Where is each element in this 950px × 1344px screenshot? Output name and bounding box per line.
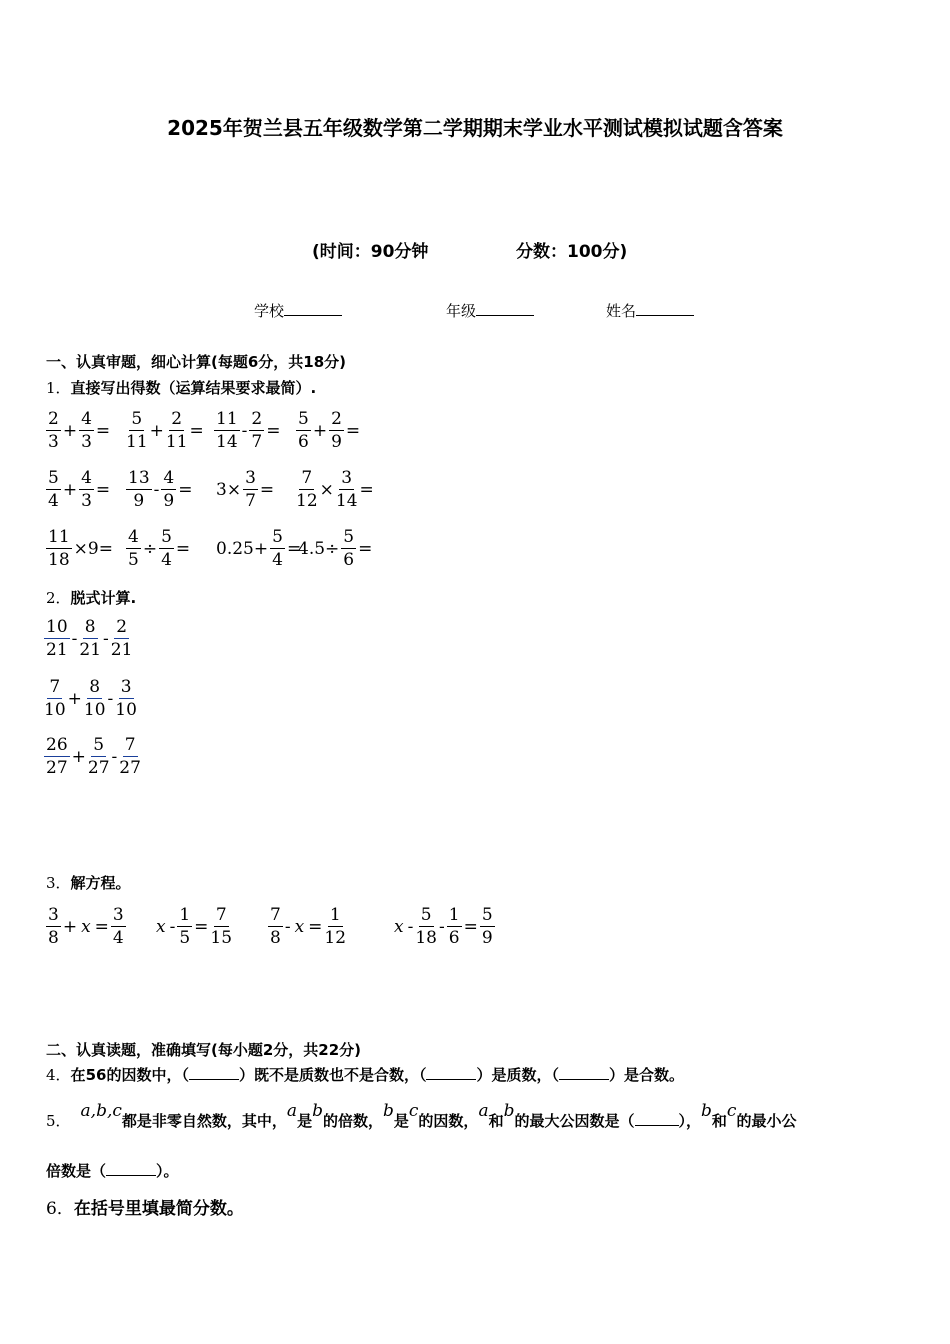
fraction <box>249 408 264 453</box>
operator: + <box>62 479 78 500</box>
operator: - <box>407 916 414 937</box>
section-2-heading: 二、认真读题，准确填写(每小题2分，共22分) <box>46 1041 362 1059</box>
fraction <box>119 734 141 779</box>
operator: = <box>345 420 361 441</box>
school-field <box>254 300 342 321</box>
numerator: 7 <box>301 468 313 488</box>
operator: - <box>71 628 78 649</box>
denominator: 3 <box>48 432 59 452</box>
fraction <box>46 467 61 512</box>
denominator: 21 <box>79 640 102 660</box>
exam-score: 分数：100分) <box>516 242 628 262</box>
fraction <box>44 734 70 779</box>
fraction <box>177 904 192 949</box>
operator: = <box>259 479 275 500</box>
denominator: 4 <box>48 491 59 511</box>
numerator: 8 <box>89 677 101 697</box>
numerator: 5 <box>161 527 172 547</box>
name-field <box>606 300 694 321</box>
fraction <box>341 526 356 571</box>
denominator: 6 <box>298 432 309 452</box>
fraction <box>44 616 70 661</box>
numerator: 5 <box>343 527 355 547</box>
numerator: 13 <box>128 468 150 488</box>
denominator: 5 <box>179 928 191 948</box>
numerator: 5 <box>131 409 143 429</box>
numerator: 2 <box>48 409 59 429</box>
operator: ÷ <box>142 538 158 559</box>
numerator: 5 <box>93 735 105 755</box>
operator: + <box>67 688 82 709</box>
denominator: 27 <box>46 758 68 778</box>
q5-continuation: 倍数是（ ）。 <box>46 1162 179 1180</box>
fraction <box>415 904 437 949</box>
q4-blank-3[interactable] <box>559 1066 609 1080</box>
numerator: 4 <box>163 468 175 488</box>
q4-blank-2[interactable] <box>426 1066 476 1080</box>
fraction <box>210 904 232 949</box>
operator: = <box>175 538 191 559</box>
fraction <box>46 408 61 453</box>
q2-item <box>44 676 137 721</box>
denominator: 5 <box>128 550 139 570</box>
numerator: 11 <box>48 527 70 547</box>
variable: x <box>156 916 166 937</box>
numerator: 11 <box>216 409 238 429</box>
operator: = <box>358 538 373 559</box>
operator: ×9= <box>73 538 113 559</box>
operator: = <box>308 916 323 937</box>
q5-question: 5． a,b,c都是非零自然数，其中，a是b的倍数，b是c的因数，a和b的最大公因数是（ ），b和c的最小公 <box>46 1101 797 1130</box>
numerator: 7 <box>270 905 281 925</box>
denominator: 11 <box>126 432 148 452</box>
fraction <box>88 734 110 779</box>
fraction <box>111 904 126 949</box>
denominator: 14 <box>216 432 238 452</box>
operator: + <box>71 746 86 767</box>
fraction <box>79 616 101 661</box>
fraction <box>161 467 176 512</box>
school-label: 学校 <box>254 302 285 320</box>
numerator: 7 <box>124 735 136 755</box>
operator: = <box>189 420 204 441</box>
numerator: 1 <box>179 905 191 925</box>
numerator: 3 <box>341 468 353 488</box>
denominator: 4 <box>161 550 172 570</box>
fraction <box>79 467 94 512</box>
variable: x <box>81 916 91 937</box>
page-title: 2025年贺兰县五年级数学第二学期期末学业水平测试模拟试题含答案 <box>167 116 783 140</box>
numerator: 5 <box>481 905 493 925</box>
fraction <box>268 904 283 949</box>
denominator: 21 <box>46 640 68 660</box>
numerator: 3 <box>120 677 132 697</box>
operator: + <box>62 916 78 937</box>
denominator: 27 <box>87 758 110 778</box>
fraction <box>46 904 61 949</box>
grade-blank <box>476 301 534 316</box>
q3-equation <box>46 904 126 949</box>
q1-item <box>214 408 282 453</box>
numerator: 5 <box>272 527 283 547</box>
numerator: 1 <box>329 905 341 925</box>
variable: x <box>294 916 305 937</box>
name-label: 姓名 <box>606 302 637 320</box>
exam-time: (时间：90分钟 <box>312 242 429 262</box>
denominator: 18 <box>415 928 437 948</box>
fraction <box>336 467 358 512</box>
numerator: 4 <box>81 468 92 488</box>
q6-prompt <box>46 1194 244 1219</box>
denominator: 27 <box>119 758 141 778</box>
q3-prompt <box>46 872 131 893</box>
denominator: 3 <box>81 491 92 511</box>
numerator: 2 <box>251 409 263 429</box>
grade-field <box>446 300 534 321</box>
q1-prompt <box>46 377 316 398</box>
q2-item <box>44 734 141 779</box>
operator: - <box>107 688 114 709</box>
q5-blank-2[interactable] <box>106 1162 156 1176</box>
q1-item <box>296 408 362 453</box>
q1-item <box>46 467 112 512</box>
operator: - <box>241 420 248 441</box>
q3-equation <box>154 904 232 949</box>
denominator: 10 <box>83 700 106 720</box>
numerator: 5 <box>48 468 59 488</box>
denominator: 4 <box>272 550 283 570</box>
q3-number: 3． <box>46 874 71 892</box>
fraction <box>79 408 94 453</box>
denominator: 10 <box>44 700 66 720</box>
operator: = <box>95 420 111 441</box>
numerator: 7 <box>215 905 227 925</box>
fraction <box>166 408 188 453</box>
fraction <box>84 676 106 721</box>
denominator: 9 <box>163 491 175 511</box>
variable: x <box>394 916 404 937</box>
fraction <box>46 526 72 571</box>
fraction <box>126 408 148 453</box>
operator: = <box>95 479 111 500</box>
q1-item <box>126 526 192 571</box>
numerator: 4 <box>81 409 92 429</box>
denominator: 15 <box>210 928 233 948</box>
name-blank <box>636 301 694 316</box>
denominator: 8 <box>270 928 281 948</box>
fraction <box>324 904 346 949</box>
denominator: 8 <box>48 928 59 948</box>
operator: × <box>319 479 334 500</box>
operator: - <box>103 628 109 649</box>
grade-label: 年级 <box>446 302 477 320</box>
operator: + <box>312 420 328 441</box>
q2-item <box>44 616 132 661</box>
denominator: 6 <box>448 928 460 948</box>
fraction <box>447 904 462 949</box>
operator: 4.5÷ <box>298 538 340 559</box>
q1-item <box>46 526 115 571</box>
fraction <box>329 408 344 453</box>
denominator: 4 <box>112 928 124 948</box>
denominator: 9 <box>133 491 145 511</box>
operator: = <box>94 916 109 937</box>
numerator: 2 <box>171 409 183 429</box>
q5-blank-1[interactable] <box>635 1112 679 1126</box>
operator: = <box>266 420 281 441</box>
operator: - <box>111 746 118 767</box>
q1-item <box>126 408 206 453</box>
operator: - <box>153 479 160 500</box>
school-blank <box>284 301 342 316</box>
operator: = <box>463 916 478 937</box>
q3-equation <box>392 904 495 949</box>
fraction <box>214 408 240 453</box>
q2-text: 脱式计算. <box>70 589 137 607</box>
operator: 0.25+ <box>216 538 269 559</box>
operator: - <box>169 916 176 937</box>
section-1-heading: 一、认真审题，细心计算(每题6分，共18分) <box>46 353 347 371</box>
q1-number: 1． <box>46 379 71 397</box>
numerator: 3 <box>112 905 124 925</box>
denominator: 12 <box>296 491 318 511</box>
numerator: 10 <box>46 617 68 637</box>
numerator: 2 <box>116 617 128 637</box>
q2-prompt <box>46 587 136 608</box>
q1-text: 直接写出得数（运算结果要求最简）. <box>70 379 317 397</box>
fraction <box>44 676 66 721</box>
numerator: 8 <box>84 617 96 637</box>
numerator: 4 <box>128 527 139 547</box>
numerator: 3 <box>245 468 256 488</box>
operator: = <box>286 538 302 559</box>
q2-number: 2． <box>46 589 71 607</box>
numerator: 7 <box>49 677 61 697</box>
fraction <box>159 526 174 571</box>
q3-text: 解方程。 <box>70 874 131 892</box>
operator: + <box>149 420 164 441</box>
fraction <box>111 616 133 661</box>
denominator: 10 <box>115 700 137 720</box>
q4-number: 4． <box>46 1066 71 1084</box>
denominator: 7 <box>251 432 263 452</box>
q4-question: 4．在56的因数中，（ ）既不是质数也不是合数，（ ）是质数，（ ）是合数。 <box>46 1066 684 1084</box>
numerator: 26 <box>46 735 68 755</box>
q6-text: 在括号里填最简分数。 <box>73 1199 244 1219</box>
denominator: 11 <box>165 432 188 452</box>
operator: - <box>284 916 291 937</box>
numerator: 5 <box>298 409 309 429</box>
numerator: 2 <box>331 409 342 429</box>
q6-number: 6． <box>46 1199 74 1219</box>
fraction <box>270 526 285 571</box>
denominator: 3 <box>81 432 92 452</box>
fraction <box>480 904 495 949</box>
numerator: 3 <box>48 905 59 925</box>
q4-blank-1[interactable] <box>189 1066 239 1080</box>
denominator: 14 <box>335 491 358 511</box>
q1-item <box>296 526 374 571</box>
q1-item <box>46 408 112 453</box>
operator: = <box>194 916 209 937</box>
operator: + <box>62 420 78 441</box>
numerator: 1 <box>448 905 460 925</box>
fraction <box>126 467 152 512</box>
q3-equation <box>268 904 346 949</box>
q1-item <box>214 526 303 571</box>
denominator: 6 <box>343 550 355 570</box>
q1-item <box>296 467 376 512</box>
fraction <box>296 467 318 512</box>
denominator: 18 <box>48 550 70 570</box>
operator: 3× <box>216 479 242 500</box>
denominator: 12 <box>324 928 347 948</box>
denominator: 21 <box>110 640 133 660</box>
operator: - <box>438 916 445 937</box>
numerator: 5 <box>420 905 432 925</box>
denominator: 9 <box>331 432 342 452</box>
q1-item <box>126 467 194 512</box>
fraction <box>115 676 137 721</box>
operator: = <box>178 479 193 500</box>
q1-item <box>214 467 276 512</box>
fraction <box>296 408 311 453</box>
fraction <box>243 467 258 512</box>
q5-number: 5． <box>46 1112 71 1130</box>
denominator: 7 <box>245 491 256 511</box>
denominator: 9 <box>481 928 493 948</box>
operator: = <box>359 479 374 500</box>
fraction <box>126 526 141 571</box>
